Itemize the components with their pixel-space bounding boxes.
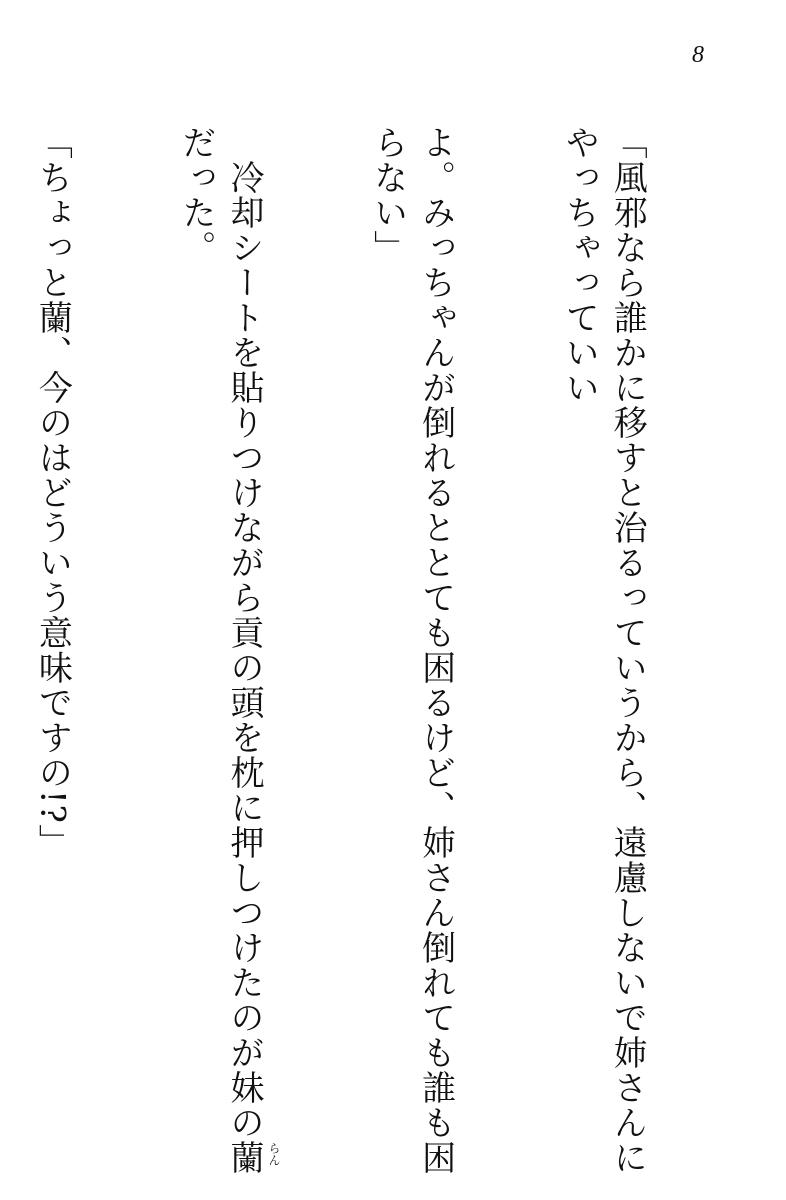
text-line: 「風邪なら誰かに移すと治るっていうから、遠慮しないで姉さんにやっちゃっていい <box>559 125 648 1175</box>
text-line: 「ちょっと蘭、今のはどういう意味ですの!?」 <box>32 125 73 859</box>
ruby-base <box>223 1140 281 1175</box>
ruby-base-text: 蘭 <box>223 1140 264 1175</box>
novel-text-column <box>0 125 746 1185</box>
ruby-reading: らん <box>266 1142 281 1166</box>
text-line-with-ruby <box>171 125 281 1185</box>
text-line: 冷却シートを貼りつけながら貢の頭を枕に押しつけたのが妹の <box>223 125 264 1140</box>
page-number: 8 <box>692 42 704 68</box>
text-line-tail: だった。 <box>176 125 217 265</box>
text-line: よ。みっちゃんが倒れるととても困るけど、姉さん倒れても誰も困らない」 <box>367 125 456 1175</box>
